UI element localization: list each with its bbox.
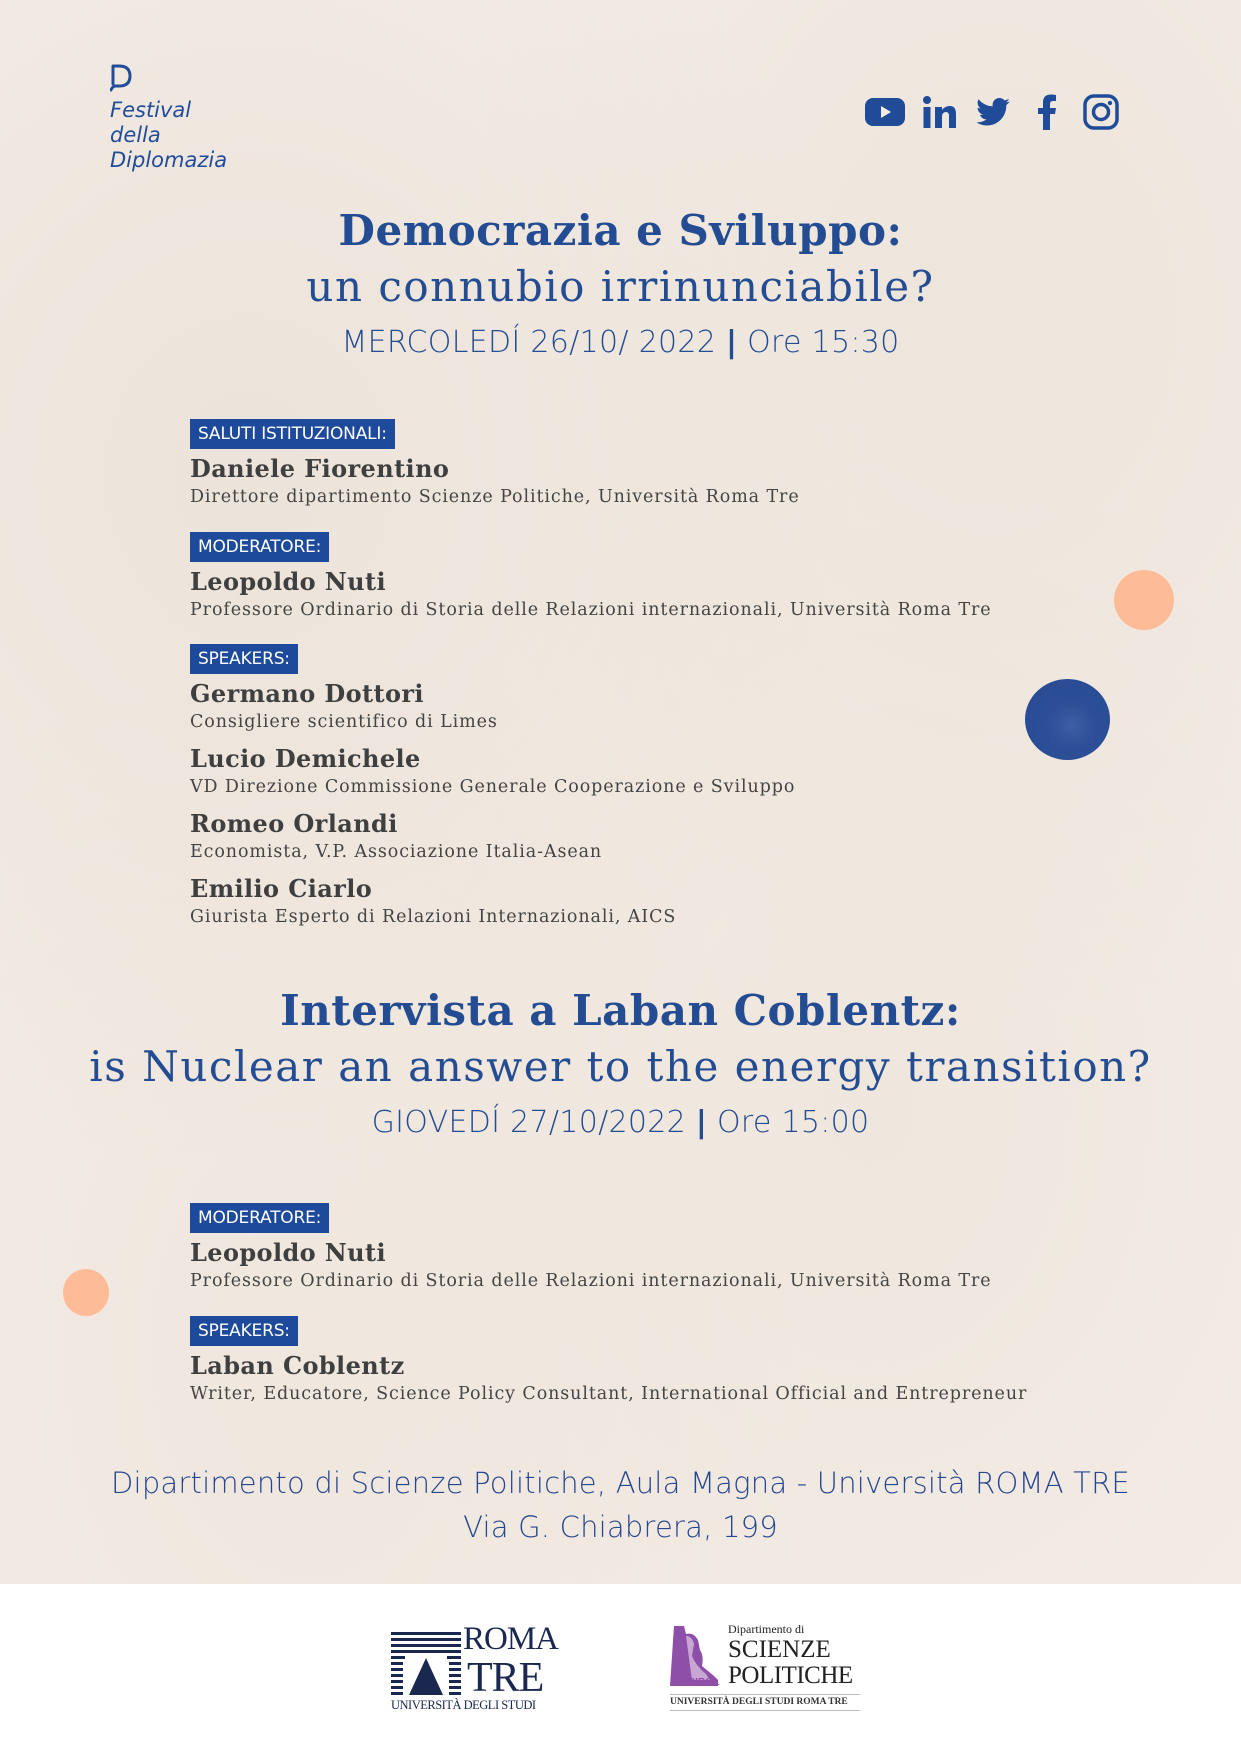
person-role: Professore Ordinario di Storia delle Relazioni internazionali, Università Roma Tre (190, 600, 992, 620)
person-role: VD Direzione Commissione Generale Cooperazione e Sviluppo (190, 777, 796, 797)
separator: | (695, 1105, 708, 1140)
person-name: Leopoldo Nuti (190, 567, 386, 596)
event1-datetime (0, 315, 1241, 371)
facebook-icon[interactable] (1026, 91, 1068, 133)
event1-title: Democrazia e Sviluppo: (338, 206, 903, 255)
label-moderatore: MODERATORE: (190, 532, 329, 562)
person-role: Writer, Educatore, Science Policy Consultant, International Official and Entrepreneur (190, 1384, 1028, 1404)
event1-time: Ore 15:30 (747, 325, 900, 360)
event2-datetime (0, 1095, 1241, 1151)
person-name: Laban Coblentz (190, 1351, 405, 1380)
person-role: Consigliere scientifico di Limes (190, 712, 498, 732)
roma-tre-word-2: TRE (467, 1655, 544, 1701)
sp-caption: UNIVERSITÀ DEGLI STUDI ROMA TRE (670, 1694, 860, 1711)
sp-word-2: POLITICHE (728, 1662, 853, 1689)
blue-dot-decoration (1025, 679, 1110, 760)
person-name: Emilio Ciarlo (190, 874, 373, 903)
discipol-badge: DISCIPOL (670, 1676, 720, 1688)
label-saluti: SALUTI ISTITUZIONALI: (190, 419, 395, 449)
instagram-icon[interactable] (1080, 91, 1122, 133)
person-name: Germano Dottori (190, 679, 424, 708)
person-name: Daniele Fiorentino (190, 454, 450, 483)
venue (0, 1461, 1241, 1549)
label-speakers: SPEAKERS: (190, 1316, 298, 1346)
label-speakers: SPEAKERS: (190, 644, 298, 674)
venue-line-1: Dipartimento di Scienze Politiche, Aula Magna - Università ROMA TRE (111, 1466, 1130, 1500)
roma-tre-logo (391, 1621, 559, 1712)
twitter-icon[interactable] (972, 91, 1014, 133)
scienze-politiche-logo (670, 1622, 862, 1714)
event2-subtitle: is Nuclear an answer to the energy transition? (89, 1042, 1152, 1091)
event1-speakers-group (190, 644, 795, 929)
logo-line-2: della (110, 123, 161, 147)
event1-date: MERCOLEDÍ 26/10/ 2022 (341, 325, 717, 360)
youtube-icon[interactable] (864, 91, 906, 133)
peach-dot-decoration-left (63, 1269, 109, 1316)
event2-title: Intervista a Laban Coblentz: (280, 986, 961, 1035)
person-role: Direttore dipartimento Scienze Politiche, Università Roma Tre (190, 487, 800, 507)
event1-moderatore-group (190, 532, 992, 622)
event1-subtitle: un connubio irrinunciabile? (306, 262, 935, 311)
event2-moderatore-group (190, 1203, 992, 1293)
event2-time: Ore 15:00 (716, 1105, 870, 1140)
separator: | (725, 325, 738, 360)
event2-speakers-group (190, 1316, 1027, 1406)
label-moderatore: MODERATORE: (190, 1203, 329, 1233)
venue-line-2: Via G. Chiabrera, 199 (463, 1510, 778, 1544)
peach-dot-decoration (1114, 570, 1174, 630)
roma-tre-word-1: ROMA (463, 1621, 559, 1657)
logo-line-1: Festival (110, 98, 192, 122)
social-links (864, 91, 1134, 133)
festival-logo (110, 64, 227, 173)
person-role: Professore Ordinario di Storia delle Relazioni internazionali, Università Roma Tre (190, 1271, 992, 1291)
person-role: Economista, V.P. Associazione Italia-Asean (190, 842, 603, 862)
person-name: Lucio Demichele (190, 744, 421, 773)
roma-tre-caption: UNIVERSITÀ DEGLI STUDI (391, 1698, 536, 1712)
linkedin-icon[interactable] (918, 91, 960, 133)
event2-header (0, 985, 1241, 1151)
event2-date: GIOVEDÍ 27/10/2022 (371, 1105, 687, 1140)
sp-top-text: Dipartimento di (728, 1622, 805, 1636)
person-name: Leopoldo Nuti (190, 1238, 386, 1267)
event1-saluti-group (190, 419, 800, 509)
sp-word-1: SCIENZE (728, 1636, 831, 1663)
person-role: Giurista Esperto di Relazioni Internazionali, AICS (190, 907, 677, 927)
person-name: Romeo Orlandi (190, 809, 398, 838)
event1-header (0, 205, 1241, 371)
festival-d-mark-icon (110, 64, 132, 92)
logo-line-3: Diplomazia (110, 148, 228, 172)
